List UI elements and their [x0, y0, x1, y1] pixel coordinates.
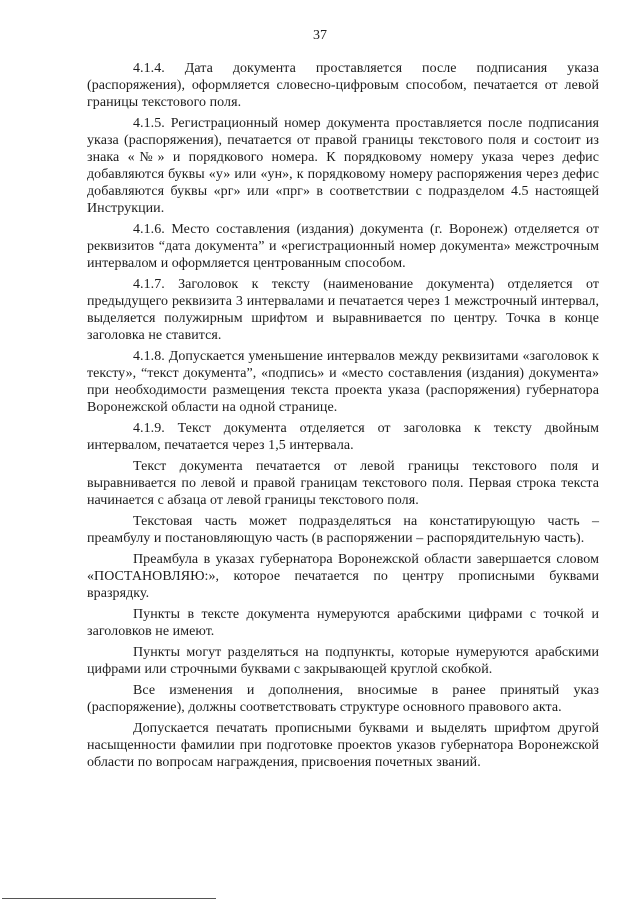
- page-number: 37: [313, 28, 327, 43]
- paragraph-subitems: Пункты могут разделяться на подпункты, которые нумеруются арабскими цифрами или строчными буквами с закрывающей круглой скобкой.: [87, 645, 599, 677]
- paragraph-4-1-9: 4.1.9. Текст документа отделяется от заголовка к тексту двойным интервалом, печатается через 1,5 интервала.: [87, 421, 599, 453]
- paragraph-4-1-7: 4.1.7. Заголовок к тексту (наименование документа) отделяется от предыдущего реквизита 3 интервалами и печатается через 1 межстрочный интервал, выделяется полужирным шрифтом и выравнивается по центру. Точка в конце заголовка не ставится.: [87, 277, 599, 343]
- paragraph-4-1-4: 4.1.4. Дата документа проставляется после подписания указа (распоряжения), оформляется словесно-цифровым способом, печатается от левой границы текстового поля.: [87, 61, 599, 110]
- paragraph-text-parts: Текстовая часть может подразделяться на констатирующую часть – преамбулу и постановляющую часть (в распоряжении – распорядительную часть).: [87, 514, 599, 546]
- paragraph-amendments: Все изменения и дополнения, вносимые в ранее принятый указ (распоряжение), должны соответствовать структуре основного правового акта.: [87, 683, 599, 715]
- body-text: [87, 60, 599, 775]
- paragraph-4-1-5: 4.1.5. Регистрационный номер документа проставляется после подписания указа (распоряжения), печатается от правой границы текстового поля и состоит из знака «№» и порядкового номера. К порядковому номеру указа через дефис добавляются буквы «у» или «ун», к порядковому номеру распоряжения через дефис добавляются буквы «рг» или «прг» в соответствии с подразделом 4.5 настоящей Инструкции.: [87, 116, 599, 216]
- paragraph-text-alignment: Текст документа печатается от левой границы текстового поля и выравнивается по левой и правой границам текстового поля. Первая строка текста начинается с абзаца от левой границы текстового поля.: [87, 459, 599, 508]
- paragraph-preamble: Преамбула в указах губернатора Воронежской области завершается словом «ПОСТАНОВЛЯЮ:», которое печатается по центру прописными буквами вразрядку.: [87, 552, 599, 601]
- footnote-divider: [2, 898, 216, 899]
- paragraph-4-1-8: 4.1.8. Допускается уменьшение интервалов между реквизитами «заголовок к тексту», “текст документа”, «подпись» и «место составления (издания) документа» при необходимости размещения текста проекта указа (распоряжения) губернатора Воронежской области на одной странице.: [87, 349, 599, 415]
- paragraph-4-1-6: 4.1.6. Место составления (издания) документа (г. Воронеж) отделяется от реквизитов “дата документа” и «регистрационный номер документа» межстрочным интервалом и оформляется центрованным способом.: [87, 222, 599, 271]
- paragraph-uppercase-names: Допускается печатать прописными буквами и выделять шрифтом другой насыщенности фамилии при подготовке проектов указов губернатора Воронежской области по вопросам награждения, присвоения почетных званий.: [87, 721, 599, 770]
- paragraph-numbering: Пункты в тексте документа нумеруются арабскими цифрами с точкой и заголовков не имеют.: [87, 607, 599, 639]
